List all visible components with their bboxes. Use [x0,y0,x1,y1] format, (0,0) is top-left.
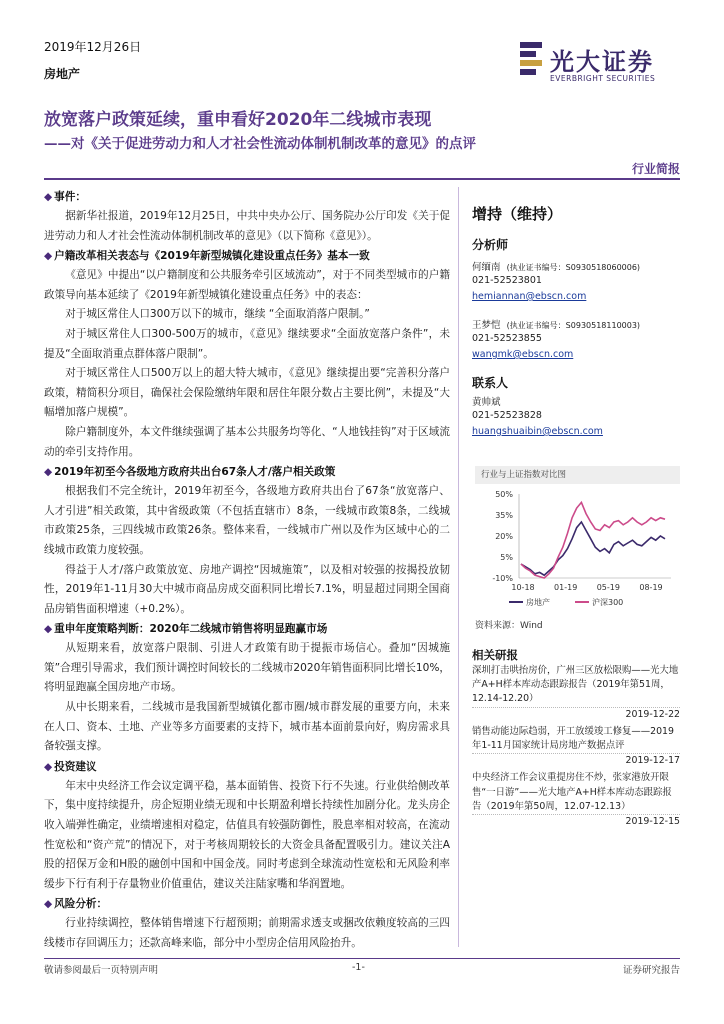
y-tick-label: 35% [495,511,513,520]
report-subtitle: ——对《关于促进劳动力和人才社会性流动体制机制改革的意见》的点评 [44,136,476,152]
footer-divider [44,958,680,959]
legend-label: 沪深300 [592,598,624,607]
body-paragraph: 从中长期来看，二线城市是我国新型城镇化都市圈/城市群发展的重要方向，未来在人口、资本、土地、产业等多方面要素的支持下，城市基本面前景向好，购房需求具备较强支撑。 [44,701,450,753]
diamond-bullet-icon: ◆ [44,898,53,911]
diamond-bullet-icon: ◆ [44,760,53,773]
everbright-logo [520,40,680,92]
series-line-房地产 [521,522,665,575]
x-tick-label: 05-19 [596,583,620,592]
diamond-bullet-icon: ◆ [44,623,53,636]
body-paragraph: 年末中央经济工作会议定调平稳，基本面销售、投资下行不失速。行业供给侧改革下，集中度持续提升，房企短期业绩无现和中长期盈利增长持续性加剧分化。龙头房企收入端弹性确定，业绩增速相对稳定，估值具有较强防御性，股息率相对较高，在流动性宽松和“资产荒”的情况下，对于考核周期较长的大资金具备配置吸引力。建议关注A股的招保万金和H股的融创中国和中国金茂。同时考虑到全球流动性宽松和无风险利率缓步下行有利于存量物业价值重估，建议关注陆家嘴和华润置地。 [44,779,450,890]
diamond-bullet-icon: ◆ [44,191,53,203]
body-paragraph: 对于城区常住人口300万以下的城市，继续 “全面取消落户限制。” [65,308,370,321]
related-report-date: 2019-12-22 [472,707,680,722]
analyst-phone: 021-52523855 [472,333,542,344]
footer-disclaimer: 敬请参阅最后一页特别声明 [44,965,159,976]
analyst-email-link[interactable]: hemiannan@ebscn.com [472,291,587,302]
related-report-link[interactable]: 深圳打击哄抬房价，广州三区放松限购——光大地产A+H样本库动态跟踪报告（2019年第51周，12.14-12.20） [472,665,679,705]
analyst-cert: (执业证书编号：S0930518060006) [506,263,641,272]
x-tick-label: 01-19 [554,583,578,592]
y-tick-label: -10% [492,574,513,583]
contact-email-link[interactable]: huangshuaibin@ebscn.com [472,426,603,437]
related-research-heading: 相关研报 [472,648,518,662]
report-type: 行业简报 [631,162,680,176]
analyst-cert: (执业证书编号：S0930518110003) [506,321,641,330]
contact-phone: 021-52523828 [472,410,542,421]
contact-name: 黄帅斌 [472,397,501,408]
body-paragraph: 据新华社报道，2019年12月25日，中共中央办公厅、国务院办公厅印发《关于促进劳动力和人才社会性流动体制机制改革的意见》（以下简称《意见》）。 [44,210,450,242]
body-paragraph: 行业持续调控，整体销售增速下行超预期；前期需求透支或捆改依赖度较高的三四线楼市存回调压力；还款高峰来临，部分中小型房企信用风险抬升。 [44,917,450,949]
x-tick-label: 08-19 [639,583,663,592]
analyst-email-link[interactable]: wangmk@ebscn.com [472,349,574,360]
y-tick-label: 5% [500,553,513,562]
analysts-heading: 分析师 [472,238,509,252]
footer-label: 证券研究报告 [622,965,680,976]
body-paragraph: 对于城区常住人口300-500万的城市，《意见》继续要求“全面放宽落户条件”，未提及“全面取消重点群体落户限制”。 [44,327,450,360]
body-paragraph: 根据我们不完全统计，2019年初至今，各级地方政府共出台了67条“放宽落户、人才引进”相关政策，其中省级政策（不包括直辖市）8条，一线城市政策8条，二线城市政策25条，三四线城市政策26条。整体来看，一线城市广州以及作为区域中心的二线城市政策力度较强。 [44,485,450,556]
report-title: 放宽落户政策延续，重申看好2020年二线城市表现 [44,110,432,130]
contact-heading: 联系人 [472,376,509,390]
section-heading: ◆ 2019年初至今各级地方政府共出台67条人才/落户相关政策 [44,466,336,479]
analyst-phone: 021-52523801 [472,275,542,286]
chart-title: 行业与上证指数对比图 [475,466,680,484]
comparison-chart [475,466,680,636]
related-report-link[interactable]: 中央经济工作会议重提房住不炒，张家港放开限售“一日游”——光大地产A+H样本库动态跟踪报告（2019年第50周，12.07-12.13） [472,772,672,812]
chart-plot [475,486,680,618]
related-report-link[interactable]: 销售动能边际趋弱，开工放缓竣工修复——2019年1-11月国家统计局房地产数据点评 [472,725,674,752]
header-divider [44,178,680,180]
diamond-bullet-icon: ◆ [44,250,53,263]
analyst-name: 王梦恺 [472,320,501,331]
legend-label: 房地产 [526,598,550,607]
section-heading: ◆ 户籍改革相关表态与《2019年新型城镇化建设重点任务》基本一致 [44,250,370,263]
logo-text-cn: 光大证券 [550,47,654,76]
page-number: -1- [352,962,365,973]
analyst-1 [472,259,640,273]
related-report-date: 2019-12-15 [472,814,680,829]
analyst-name: 何缅南 [472,262,501,273]
body-paragraph: 《意见》中提出“以户籍制度和公共服务牵引区域流动”，对于不同类型城市的户籍政策导向基本延续了《2019年新型城镇化建设重点任务》中的表态： [44,269,450,301]
report-body [44,187,459,947]
body-paragraph: 除户籍制度外，本文件继续强调了基本公共服务均等化、“人地钱挂钩”对于区域流动的牵引支持作用。 [44,425,450,458]
related-research-list [472,664,680,832]
diamond-bullet-icon: ◆ [44,466,53,479]
x-tick-label: 10-18 [511,583,535,592]
body-paragraph: 对于城区常住人口500万以上的超大特大城市，《意见》继续提出要“完善积分落户政策，精简积分项目，确保社会保险缴纳年限和居住年限分数占主要比例”，未提及“大幅增加落户规模”。 [44,367,450,419]
report-date: 2019年12月26日 [44,40,142,54]
series-line-沪深300 [521,502,665,578]
rating: 增持（维持） [472,205,563,223]
section-heading: ◆ 重申年度策略判断：2020年二线城市销售将明显跑赢市场 [44,623,328,636]
y-tick-label: 50% [495,490,513,499]
report-sector: 房地产 [44,67,81,81]
body-paragraph: 得益于人才/落户政策放宽、房地产调控“因城施策”，以及相对较强的按揭投放韧性，2019年1-11月30大中城市商品房成交面积同比增长7.1%，明显超过同期全国商品房销售面积增速（+0.2%）。 [44,563,450,615]
section-heading: ◆ 投资建议 [44,760,97,773]
chart-source: 资料来源：Wind [475,621,543,631]
everbright-logo-icon [520,42,542,78]
section-heading: ◆ 事件： [44,191,86,203]
related-report-date: 2019-12-17 [472,753,680,768]
logo-text-en: EVERBRIGHT SECURITIES [550,74,656,83]
section-heading: ◆ 风险分析： [44,898,108,911]
body-paragraph: 从短期来看，放宽落户限制、引进人才政策有助于提振市场信心。叠加“因城施策”合理引导需求，我们预计调控时间较长的二线城市2020年销售面积同比增长10%，将明显跑赢全国房地产市场。 [44,642,450,694]
y-tick-label: 20% [495,532,513,541]
analyst-2 [472,317,640,331]
